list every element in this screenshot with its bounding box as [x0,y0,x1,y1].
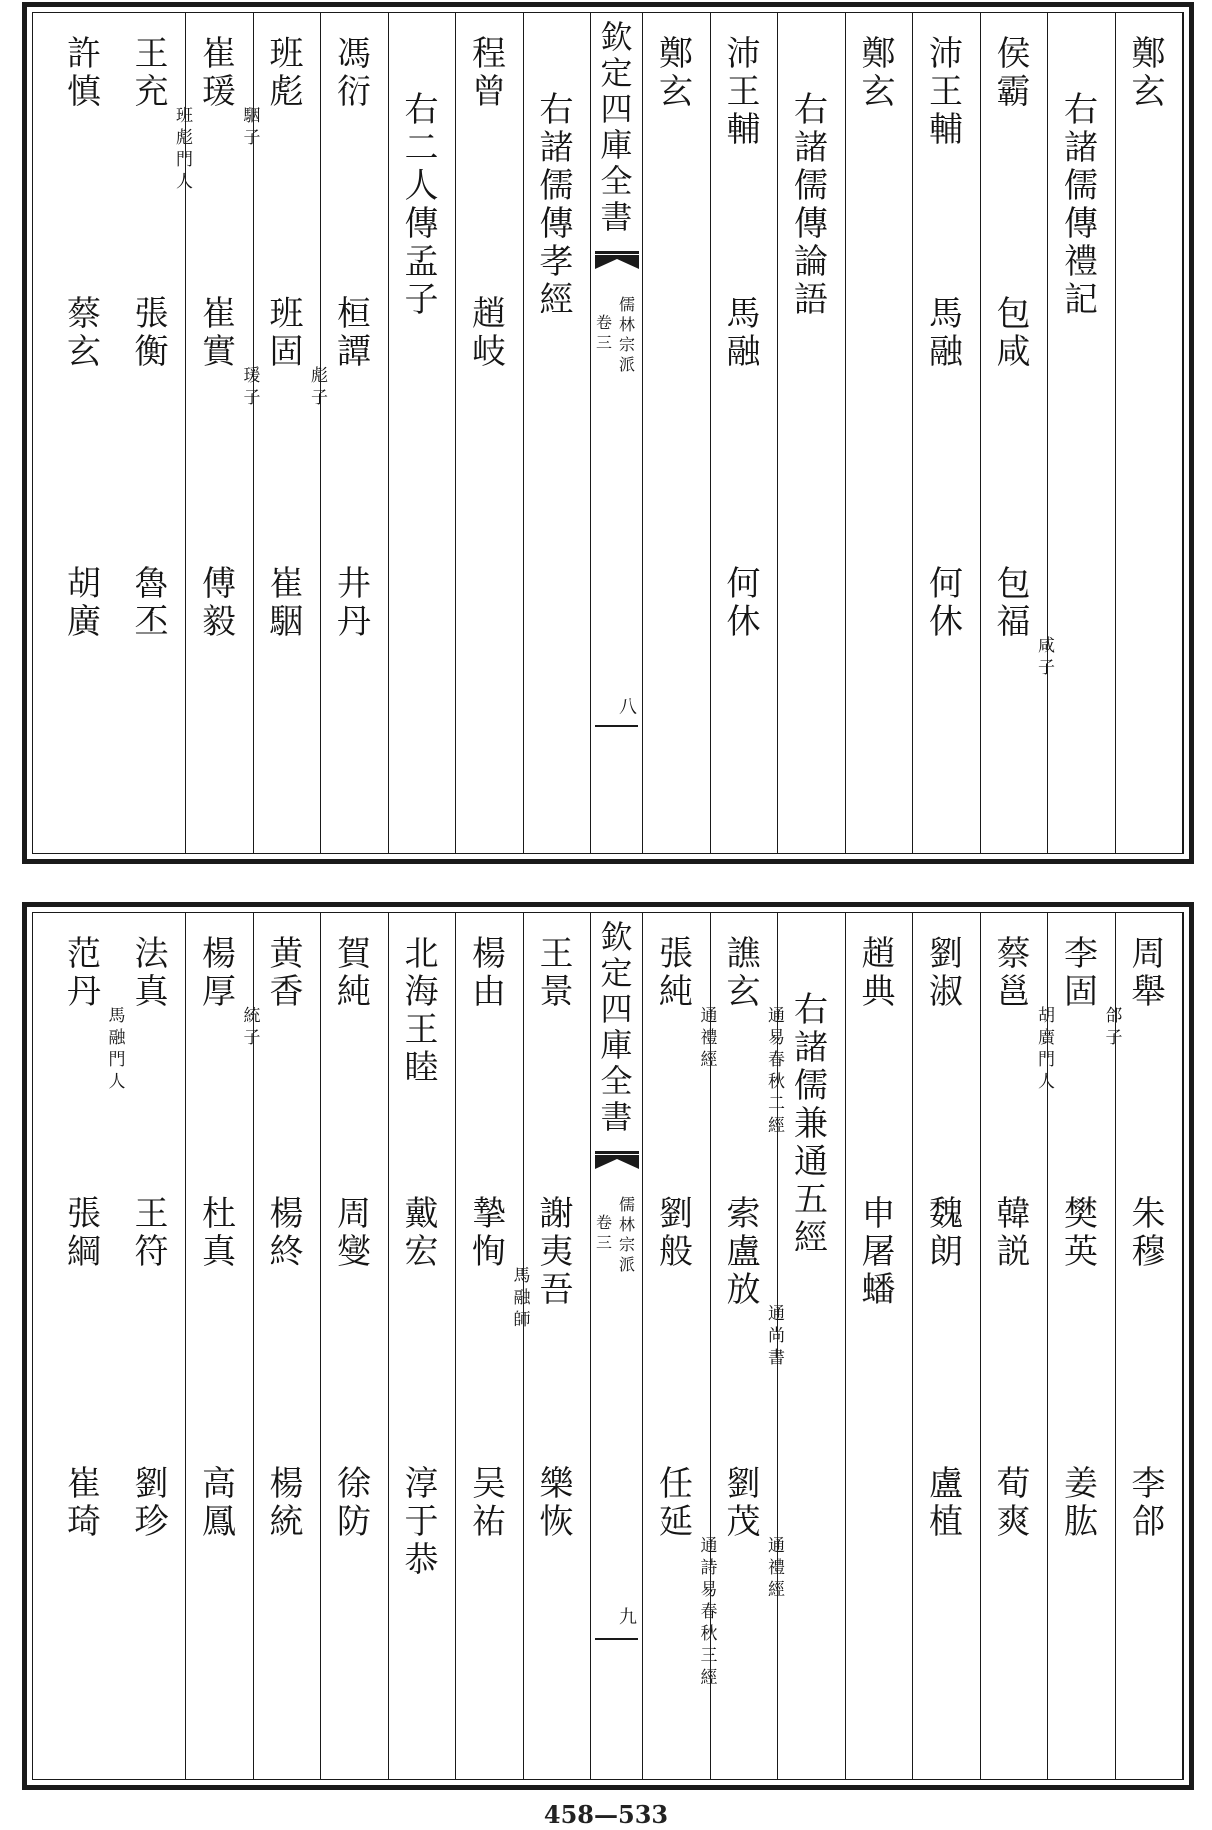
scholar-name: 韓 説 [996,1194,1031,1272]
scholar-name: 魯 丕 [134,564,169,642]
annotation-note: 駰 子 [243,106,261,148]
scholar-name: 索 盧 放 通 尚 書 [726,1194,785,1368]
scholar-name: 崔 琦 [67,1464,101,1542]
scholar-name: 申 屠 蟠 [861,1194,896,1310]
text-column [981,913,1055,1779]
scholar-name: 蔡 邕 胡 廣 門 人 [996,934,1055,1092]
scholar-name: 王 景 [539,934,574,1012]
scholar-name: 趙 典 [861,934,896,1012]
annotation-note: 通 易 春 秋 二 經 [768,1006,785,1136]
scholar-name: 許 慎 [67,34,101,112]
annotation-note: 瑗 子 [243,366,261,408]
text-column [254,13,328,853]
scholar-name: 黄 香 [269,934,304,1012]
page-frame [32,12,1184,854]
annotation-note: 馬 融 門 人 [108,1006,126,1092]
text-column [711,913,785,1779]
scholar-name: 譙 玄 通 易 春 秋 二 經 [726,934,785,1136]
scholar-name: 崔 實 瑗 子 [202,294,261,408]
fishtail-icon [595,1151,639,1171]
scholar-name: 楊 終 [269,1194,304,1272]
scholar-name: 包 咸 [996,294,1031,372]
scholar-name: 淳 于 恭 [404,1464,439,1580]
gutter-book-title: 儒 林 宗 派 [618,295,635,374]
annotation-note: 班 彪 門 人 [176,106,193,192]
scholar-name: 徐 防 [337,1464,371,1542]
text-column [51,13,119,853]
fishtail-icon [595,251,639,271]
annotation-note: 統 子 [243,1006,261,1048]
section-heading: 右 諸 儒 傳 孝 經 [539,90,574,320]
text-column [254,913,322,1779]
section-heading: 右 諸 儒 傳 論 語 [794,90,828,320]
scholar-name: 王 符 [134,1194,169,1272]
gutter-divider [595,725,638,727]
scholar-name: 戴 宏 [404,1194,439,1272]
section-heading: 右 諸 儒 傳 禮 記 [1064,90,1098,320]
scholar-name: 摯 恂 馬 融 師 [472,1194,531,1330]
scholar-name: 楊 由 [472,934,506,1012]
text-column [913,913,981,1779]
text-column [119,913,187,1779]
scholar-name: 樂 恢 [539,1464,574,1542]
scholar-name: 賀 純 [337,934,371,1012]
scholar-name: 班 固 彪 子 [269,294,328,408]
page-bottom [22,902,1194,1790]
center-gutter [591,913,643,1779]
text-column [321,13,389,853]
scholar-name: 張 純 通 禮 經 [659,934,718,1070]
scholar-name: 井 丹 [337,564,371,642]
scholar-name: 謝 夷 吾 [539,1194,574,1310]
gutter-page-number: 九 [619,1607,637,1628]
gutter-volume: 卷 三 [595,313,612,352]
text-column [524,913,592,1779]
center-gutter [591,13,643,853]
text-column [1048,913,1123,1779]
scholar-name: 程 曾 [472,34,506,112]
scholar-name: 楊 統 [269,1464,304,1542]
scholar-name: 何 休 [726,564,761,642]
annotation-note: 咸 子 [1038,636,1055,678]
scholar-name: 包 福 咸 子 [996,564,1055,678]
scholar-name: 任 延 通 詩 易 春 秋 三 經 [659,1464,718,1688]
annotation-note: 郃 子 [1105,1006,1123,1048]
scholar-name: 鄭 玄 [1131,34,1166,112]
scholar-name: 法 真 [134,934,169,1012]
text-column [389,13,457,853]
scholar-name: 桓 譚 [337,294,371,372]
scholar-name: 杜 真 [202,1194,236,1272]
scholar-name: 鄭 玄 [861,34,896,112]
scholar-name: 李 固 郃 子 [1064,934,1123,1048]
text-column [119,13,193,853]
scholar-name: 劉 茂 通 禮 經 [726,1464,785,1600]
scholar-name: 馮 衍 [337,34,371,112]
annotation-note: 胡 廣 門 人 [1038,1006,1055,1092]
scholar-name: 樊 英 [1064,1194,1098,1272]
scholar-name: 姜 肱 [1064,1464,1098,1542]
text-column [321,913,389,1779]
scholar-name: 朱 穆 [1131,1194,1166,1272]
scholar-name: 盧 植 [929,1464,963,1542]
scholar-name: 侯 霸 [996,34,1031,112]
gutter-title: 欽 定 四 庫 全 書 [600,918,633,1136]
annotation-note: 通 詩 易 春 秋 三 經 [700,1536,718,1688]
text-column [1048,13,1116,853]
page-top [22,2,1194,864]
scholar-name: 魏 朗 [929,1194,963,1272]
text-column [456,913,531,1779]
text-column [186,13,261,853]
gutter-book-title: 儒 林 宗 派 [618,1195,635,1274]
scholar-name: 崔 駰 [269,564,304,642]
scholar-name: 沛 王 輔 [726,34,761,150]
text-column [1116,13,1184,853]
gutter-divider [595,1638,638,1640]
scholar-name: 荀 爽 [996,1464,1031,1542]
scholar-name: 吴 祐 [472,1464,506,1542]
text-column [389,913,457,1779]
scholar-name: 劉 般 [659,1194,693,1272]
scholar-name: 高 鳳 [202,1464,236,1542]
scholar-name: 張 綱 [67,1194,101,1272]
gutter-title: 欽 定 四 庫 全 書 [600,18,633,236]
scholar-name: 劉 珍 [134,1464,169,1542]
scholar-name: 馬 融 [929,294,963,372]
scholar-name: 周 舉 [1131,934,1166,1012]
text-column [524,13,592,853]
gutter-volume: 卷 三 [595,1213,612,1252]
section-heading: 右 二 人 傳 孟 子 [404,90,439,320]
text-column [846,13,914,853]
text-column [51,913,126,1779]
scholar-name: 范 丹 馬 融 門 人 [67,934,126,1092]
text-column [778,913,846,1779]
scholar-name: 胡 廣 [67,564,101,642]
scholar-name: 沛 王 輔 [929,34,963,150]
text-column [913,13,981,853]
scholar-name: 馬 融 [726,294,761,372]
text-column [981,13,1055,853]
text-column [1116,913,1184,1779]
text-column [456,13,524,853]
scholar-name: 趙 岐 [472,294,506,372]
page-frame [32,912,1184,1780]
annotation-note: 彪 子 [311,366,328,408]
page-footer-number: 458—533 [543,1800,669,1829]
scholar-name: 王 充 班 彪 門 人 [134,34,193,192]
gutter-page-number: 八 [619,697,637,718]
scholar-name: 何 休 [929,564,963,642]
annotation-note: 通 禮 經 [700,1006,718,1070]
scholar-name: 劉 淑 [929,934,963,1012]
text-column [186,913,261,1779]
annotation-note: 通 尚 書 [768,1304,785,1368]
scholar-name: 李 郃 [1131,1464,1166,1542]
annotation-note: 馬 融 師 [513,1266,531,1330]
scholar-name: 崔 瑗 駰 子 [202,34,261,148]
text-column [643,13,711,853]
scholar-name: 周 燮 [337,1194,371,1272]
text-column [846,913,914,1779]
scholar-name: 張 衡 [134,294,169,372]
scholar-name: 蔡 玄 [67,294,101,372]
text-column [711,13,779,853]
scholar-name: 班 彪 [269,34,304,112]
section-heading: 右 諸 儒 兼 通 五 經 [794,990,828,1258]
annotation-note: 通 禮 經 [768,1536,785,1600]
scholar-name: 北 海 王 睦 [404,934,439,1088]
scholar-name: 楊 厚 統 子 [202,934,261,1048]
scholar-name: 傅 毅 [202,564,236,642]
text-column [778,13,846,853]
scholar-name: 鄭 玄 [659,34,693,112]
text-column [643,913,718,1779]
